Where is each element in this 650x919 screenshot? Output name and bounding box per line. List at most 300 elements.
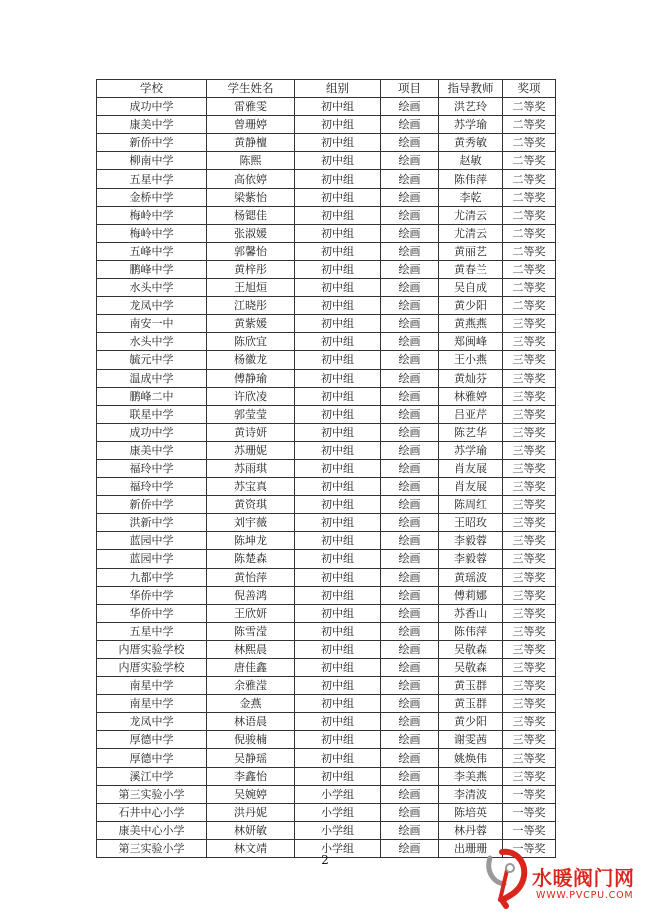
cell-student-name: 金燕	[207, 695, 295, 713]
cell-award: 一等奖	[503, 821, 556, 839]
cell-school: 五星中学	[97, 622, 207, 640]
cell-group: 初中组	[295, 731, 381, 749]
cell-award: 二等奖	[503, 188, 556, 206]
cell-project: 绘画	[381, 514, 439, 532]
cell-award: 三等奖	[503, 459, 556, 477]
cell-group: 初中组	[295, 586, 381, 604]
cell-project: 绘画	[381, 279, 439, 297]
cell-award: 三等奖	[503, 767, 556, 785]
cell-award: 三等奖	[503, 550, 556, 568]
cell-student-name: 陈雪滢	[207, 622, 295, 640]
cell-teacher: 黄春兰	[439, 260, 503, 278]
cell-group: 小学组	[295, 821, 381, 839]
cell-group: 初中组	[295, 568, 381, 586]
cell-school: 金桥中学	[97, 188, 207, 206]
cell-project: 绘画	[381, 586, 439, 604]
cell-project: 绘画	[381, 188, 439, 206]
cell-student-name: 林熙晨	[207, 640, 295, 658]
cell-student-name: 吴静瑶	[207, 749, 295, 767]
table-row	[97, 297, 556, 315]
cell-group: 初中组	[295, 260, 381, 278]
watermark-title: 水暖阀门网	[532, 866, 635, 890]
cell-group: 小学组	[295, 839, 381, 857]
cell-student-name: 江晓彤	[207, 297, 295, 315]
cell-school: 洪新中学	[97, 514, 207, 532]
cell-teacher: 李毅蓉	[439, 532, 503, 550]
table-row	[97, 242, 556, 260]
cell-group: 初中组	[295, 297, 381, 315]
cell-school: 南安一中	[97, 315, 207, 333]
cell-student-name: 余雅滢	[207, 677, 295, 695]
cell-school: 联星中学	[97, 405, 207, 423]
cell-school: 毓元中学	[97, 351, 207, 369]
table-row	[97, 188, 556, 206]
cell-project: 绘画	[381, 260, 439, 278]
cell-project: 绘画	[381, 206, 439, 224]
cell-project: 绘画	[381, 369, 439, 387]
cell-student-name: 梁紫怡	[207, 188, 295, 206]
cell-teacher: 肖友展	[439, 478, 503, 496]
table-row	[97, 224, 556, 242]
cell-project: 绘画	[381, 821, 439, 839]
cell-project: 绘画	[381, 116, 439, 134]
table-row	[97, 821, 556, 839]
cell-student-name: 曾珊婷	[207, 116, 295, 134]
cell-student-name: 陈坤龙	[207, 532, 295, 550]
cell-school: 成功中学	[97, 98, 207, 116]
cell-group: 初中组	[295, 98, 381, 116]
table-row	[97, 260, 556, 278]
cell-project: 绘画	[381, 333, 439, 351]
cell-student-name: 陈楚森	[207, 550, 295, 568]
cell-student-name: 黄怡萍	[207, 568, 295, 586]
cell-group: 初中组	[295, 170, 381, 188]
cell-teacher: 郑闽峰	[439, 333, 503, 351]
cell-group: 初中组	[295, 206, 381, 224]
cell-award: 二等奖	[503, 116, 556, 134]
cell-group: 初中组	[295, 188, 381, 206]
cell-teacher: 吴自成	[439, 279, 503, 297]
cell-group: 初中组	[295, 749, 381, 767]
cell-teacher: 李美燕	[439, 767, 503, 785]
table-row	[97, 441, 556, 459]
cell-school: 五峰中学	[97, 242, 207, 260]
cell-group: 初中组	[295, 333, 381, 351]
cell-project: 绘画	[381, 550, 439, 568]
cell-teacher: 姚焕伟	[439, 749, 503, 767]
cell-student-name: 杨徽龙	[207, 351, 295, 369]
cell-teacher: 林雅婷	[439, 387, 503, 405]
cell-student-name: 苏雨琪	[207, 459, 295, 477]
cell-group: 小学组	[295, 803, 381, 821]
cell-project: 绘画	[381, 297, 439, 315]
cell-teacher: 谢雯茜	[439, 731, 503, 749]
table-row	[97, 803, 556, 821]
cell-school: 内厝实验学校	[97, 640, 207, 658]
cell-school: 柳南中学	[97, 152, 207, 170]
cell-student-name: 杨锶佳	[207, 206, 295, 224]
cell-award: 二等奖	[503, 242, 556, 260]
cell-group: 初中组	[295, 387, 381, 405]
header-school: 学校	[97, 80, 207, 98]
cell-group: 初中组	[295, 405, 381, 423]
cell-student-name: 陈熙	[207, 152, 295, 170]
table-row	[97, 459, 556, 477]
cell-school: 第三实验小学	[97, 785, 207, 803]
cell-school: 蓝园中学	[97, 550, 207, 568]
cell-group: 初中组	[295, 604, 381, 622]
cell-award: 二等奖	[503, 297, 556, 315]
cell-project: 绘画	[381, 441, 439, 459]
cell-award: 三等奖	[503, 478, 556, 496]
cell-teacher: 陈伟萍	[439, 170, 503, 188]
cell-teacher: 出珊珊	[439, 839, 503, 857]
cell-school: 新侨中学	[97, 134, 207, 152]
cell-student-name: 张淑媛	[207, 224, 295, 242]
cell-group: 初中组	[295, 134, 381, 152]
cell-award: 三等奖	[503, 387, 556, 405]
cell-school: 鹏峰二中	[97, 387, 207, 405]
cell-project: 绘画	[381, 677, 439, 695]
header-teacher: 指导教师	[439, 80, 503, 98]
header-student-name: 学生姓名	[207, 80, 295, 98]
cell-award: 三等奖	[503, 622, 556, 640]
cell-award: 三等奖	[503, 514, 556, 532]
cell-school: 福玲中学	[97, 459, 207, 477]
table-row	[97, 134, 556, 152]
table-row	[97, 677, 556, 695]
cell-group: 初中组	[295, 532, 381, 550]
cell-group: 初中组	[295, 659, 381, 677]
table-row	[97, 98, 556, 116]
cell-award: 一等奖	[503, 785, 556, 803]
cell-award: 一等奖	[503, 803, 556, 821]
cell-project: 绘画	[381, 315, 439, 333]
cell-school: 蓝园中学	[97, 532, 207, 550]
cell-student-name: 高依婷	[207, 170, 295, 188]
cell-student-name: 王欣妍	[207, 604, 295, 622]
cell-school: 康美中学	[97, 116, 207, 134]
cell-project: 绘画	[381, 640, 439, 658]
cell-teacher: 黄灿芬	[439, 369, 503, 387]
table-row	[97, 514, 556, 532]
table-row	[97, 423, 556, 441]
cell-school: 溪江中学	[97, 767, 207, 785]
cell-school: 康美中心小学	[97, 821, 207, 839]
cell-award: 三等奖	[503, 405, 556, 423]
cell-school: 水头中学	[97, 333, 207, 351]
cell-student-name: 唐佳鑫	[207, 659, 295, 677]
table-row	[97, 369, 556, 387]
header-project: 项目	[381, 80, 439, 98]
table-body	[97, 98, 556, 858]
cell-teacher: 赵敏	[439, 152, 503, 170]
cell-teacher: 傅莉娜	[439, 586, 503, 604]
cell-student-name: 李鑫怡	[207, 767, 295, 785]
cell-teacher: 黄瑶波	[439, 568, 503, 586]
table-row	[97, 640, 556, 658]
cell-group: 初中组	[295, 315, 381, 333]
cell-student-name: 黄梓彤	[207, 260, 295, 278]
cell-school: 福玲中学	[97, 478, 207, 496]
cell-award: 三等奖	[503, 333, 556, 351]
table-row	[97, 496, 556, 514]
cell-award: 二等奖	[503, 206, 556, 224]
table-row	[97, 152, 556, 170]
cell-teacher: 李清波	[439, 785, 503, 803]
cell-project: 绘画	[381, 785, 439, 803]
cell-award: 三等奖	[503, 423, 556, 441]
cell-award: 二等奖	[503, 134, 556, 152]
cell-award: 三等奖	[503, 369, 556, 387]
cell-teacher: 尤清云	[439, 224, 503, 242]
cell-award: 二等奖	[503, 279, 556, 297]
cell-group: 初中组	[295, 695, 381, 713]
cell-group: 初中组	[295, 496, 381, 514]
cell-teacher: 黄丽艺	[439, 242, 503, 260]
cell-student-name: 刘宇薇	[207, 514, 295, 532]
cell-teacher: 王昭玫	[439, 514, 503, 532]
table-row	[97, 622, 556, 640]
cell-project: 绘画	[381, 170, 439, 188]
cell-project: 绘画	[381, 767, 439, 785]
cell-teacher: 吕亚芹	[439, 405, 503, 423]
cell-school: 温成中学	[97, 369, 207, 387]
cell-teacher: 苏香山	[439, 604, 503, 622]
cell-school: 龙凤中学	[97, 713, 207, 731]
cell-school: 梅岭中学	[97, 206, 207, 224]
table-row	[97, 206, 556, 224]
cell-award: 二等奖	[503, 152, 556, 170]
header-row	[97, 80, 556, 98]
cell-project: 绘画	[381, 713, 439, 731]
cell-teacher: 李毅蓉	[439, 550, 503, 568]
cell-project: 绘画	[381, 568, 439, 586]
cell-teacher: 王小燕	[439, 351, 503, 369]
cell-group: 小学组	[295, 785, 381, 803]
cell-school: 石井中心小学	[97, 803, 207, 821]
cell-group: 初中组	[295, 478, 381, 496]
cell-project: 绘画	[381, 152, 439, 170]
pipe-valve-icon	[482, 848, 530, 910]
cell-project: 绘画	[381, 839, 439, 857]
table-row	[97, 659, 556, 677]
cell-award: 三等奖	[503, 677, 556, 695]
table-row	[97, 695, 556, 713]
table-row	[97, 116, 556, 134]
cell-teacher: 黄燕燕	[439, 315, 503, 333]
cell-award: 二等奖	[503, 260, 556, 278]
table-row	[97, 279, 556, 297]
cell-student-name: 黄诗妍	[207, 423, 295, 441]
cell-award: 三等奖	[503, 441, 556, 459]
cell-project: 绘画	[381, 731, 439, 749]
cell-award: 三等奖	[503, 586, 556, 604]
cell-teacher: 陈艺华	[439, 423, 503, 441]
cell-school: 鹏峰中学	[97, 260, 207, 278]
cell-group: 初中组	[295, 459, 381, 477]
table-row	[97, 351, 556, 369]
cell-award: 三等奖	[503, 532, 556, 550]
cell-school: 内厝实验学校	[97, 659, 207, 677]
cell-student-name: 林语晨	[207, 713, 295, 731]
cell-teacher: 黄玉群	[439, 677, 503, 695]
cell-award: 一等奖	[503, 839, 556, 857]
cell-project: 绘画	[381, 423, 439, 441]
cell-group: 初中组	[295, 224, 381, 242]
table-row	[97, 568, 556, 586]
cell-teacher: 苏学瑜	[439, 116, 503, 134]
cell-teacher: 苏学瑜	[439, 441, 503, 459]
cell-teacher: 黄少阳	[439, 297, 503, 315]
table-row	[97, 387, 556, 405]
cell-student-name: 陈欣宜	[207, 333, 295, 351]
cell-group: 初中组	[295, 279, 381, 297]
cell-project: 绘画	[381, 459, 439, 477]
cell-project: 绘画	[381, 134, 439, 152]
cell-teacher: 肖友展	[439, 459, 503, 477]
cell-school: 五星中学	[97, 170, 207, 188]
cell-student-name: 吴婉婷	[207, 785, 295, 803]
cell-school: 第三实验小学	[97, 839, 207, 857]
cell-award: 二等奖	[503, 170, 556, 188]
cell-teacher: 陈周红	[439, 496, 503, 514]
cell-project: 绘画	[381, 98, 439, 116]
cell-student-name: 黄资琪	[207, 496, 295, 514]
table-row	[97, 170, 556, 188]
table-row	[97, 604, 556, 622]
award-table	[96, 79, 556, 858]
cell-teacher: 吴敬森	[439, 659, 503, 677]
cell-project: 绘画	[381, 242, 439, 260]
cell-student-name: 雷雅雯	[207, 98, 295, 116]
table-row	[97, 731, 556, 749]
cell-school: 水头中学	[97, 279, 207, 297]
header-award: 奖项	[503, 80, 556, 98]
cell-award: 二等奖	[503, 98, 556, 116]
cell-group: 初中组	[295, 713, 381, 731]
cell-award: 三等奖	[503, 604, 556, 622]
cell-project: 绘画	[381, 604, 439, 622]
table-row	[97, 315, 556, 333]
cell-project: 绘画	[381, 803, 439, 821]
cell-student-name: 林文靖	[207, 839, 295, 857]
table-row	[97, 333, 556, 351]
cell-award: 三等奖	[503, 640, 556, 658]
cell-award: 三等奖	[503, 351, 556, 369]
table-row	[97, 405, 556, 423]
cell-teacher: 陈伟萍	[439, 622, 503, 640]
table-row	[97, 767, 556, 785]
cell-group: 初中组	[295, 441, 381, 459]
cell-school: 华侨中学	[97, 604, 207, 622]
cell-project: 绘画	[381, 387, 439, 405]
header-group: 组别	[295, 80, 381, 98]
cell-group: 初中组	[295, 351, 381, 369]
cell-student-name: 黄静檀	[207, 134, 295, 152]
watermark-logo	[482, 838, 650, 919]
cell-teacher: 黄少阳	[439, 713, 503, 731]
cell-award: 三等奖	[503, 749, 556, 767]
cell-group: 初中组	[295, 677, 381, 695]
cell-student-name: 郭馨怡	[207, 242, 295, 260]
cell-student-name: 苏宝真	[207, 478, 295, 496]
table-row	[97, 532, 556, 550]
cell-project: 绘画	[381, 405, 439, 423]
watermark-url: WWW.PVCPU.COM	[536, 890, 634, 901]
cell-student-name: 苏珊妮	[207, 441, 295, 459]
cell-teacher: 黄秀敏	[439, 134, 503, 152]
cell-school: 新侨中学	[97, 496, 207, 514]
cell-teacher: 李乾	[439, 188, 503, 206]
cell-project: 绘画	[381, 622, 439, 640]
cell-project: 绘画	[381, 224, 439, 242]
cell-school: 华侨中学	[97, 586, 207, 604]
cell-student-name: 倪骏楠	[207, 731, 295, 749]
cell-group: 初中组	[295, 116, 381, 134]
cell-group: 初中组	[295, 622, 381, 640]
cell-school: 厚德中学	[97, 731, 207, 749]
cell-group: 初中组	[295, 242, 381, 260]
cell-teacher: 洪艺玲	[439, 98, 503, 116]
cell-school: 成功中学	[97, 423, 207, 441]
cell-school: 龙凤中学	[97, 297, 207, 315]
cell-teacher: 黄玉群	[439, 695, 503, 713]
cell-group: 初中组	[295, 152, 381, 170]
cell-school: 九都中学	[97, 568, 207, 586]
cell-award: 三等奖	[503, 568, 556, 586]
cell-school: 南星中学	[97, 695, 207, 713]
cell-school: 厚德中学	[97, 749, 207, 767]
cell-group: 初中组	[295, 640, 381, 658]
cell-project: 绘画	[381, 478, 439, 496]
cell-award: 三等奖	[503, 496, 556, 514]
cell-project: 绘画	[381, 351, 439, 369]
cell-student-name: 许欣凌	[207, 387, 295, 405]
cell-group: 初中组	[295, 514, 381, 532]
table-row	[97, 785, 556, 803]
table-row	[97, 713, 556, 731]
cell-school: 梅岭中学	[97, 224, 207, 242]
cell-student-name: 林妍敏	[207, 821, 295, 839]
cell-teacher: 林丹蓉	[439, 821, 503, 839]
cell-student-name: 郭莹莹	[207, 405, 295, 423]
cell-award: 三等奖	[503, 713, 556, 731]
cell-teacher: 陈培英	[439, 803, 503, 821]
cell-student-name: 黄紫媛	[207, 315, 295, 333]
cell-student-name: 王旭烜	[207, 279, 295, 297]
cell-project: 绘画	[381, 496, 439, 514]
cell-group: 初中组	[295, 767, 381, 785]
table-row	[97, 749, 556, 767]
cell-teacher: 尤清云	[439, 206, 503, 224]
cell-project: 绘画	[381, 659, 439, 677]
cell-group: 初中组	[295, 369, 381, 387]
cell-school: 南星中学	[97, 677, 207, 695]
cell-award: 三等奖	[503, 659, 556, 677]
cell-project: 绘画	[381, 695, 439, 713]
table-row	[97, 586, 556, 604]
cell-award: 三等奖	[503, 695, 556, 713]
cell-award: 三等奖	[503, 315, 556, 333]
cell-school: 康美中学	[97, 441, 207, 459]
cell-project: 绘画	[381, 749, 439, 767]
cell-student-name: 傅静瑜	[207, 369, 295, 387]
cell-award: 三等奖	[503, 731, 556, 749]
cell-student-name: 倪善鸿	[207, 586, 295, 604]
table-row	[97, 550, 556, 568]
cell-project: 绘画	[381, 532, 439, 550]
